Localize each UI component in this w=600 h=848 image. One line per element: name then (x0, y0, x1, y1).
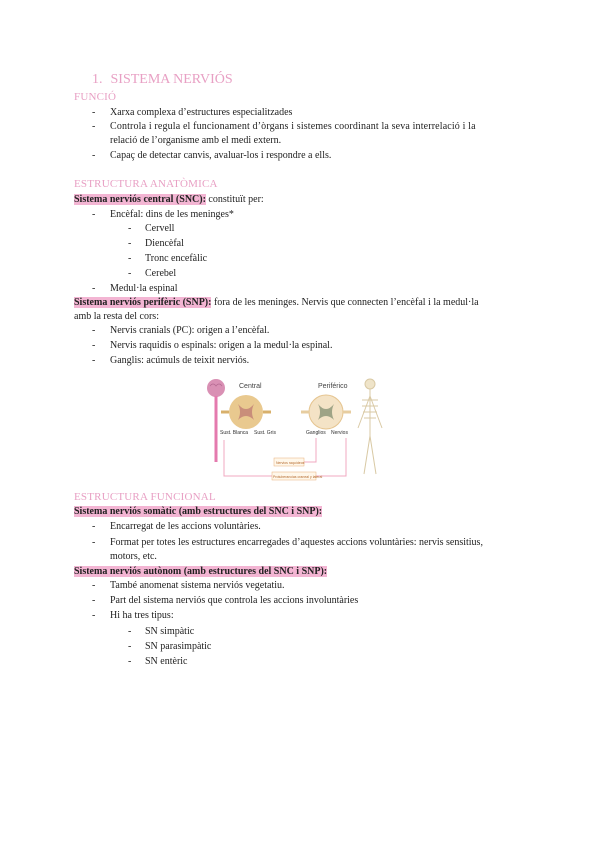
funcio-bullet-2-cont: relació de l’organisme amb el medi extern. (110, 135, 282, 146)
funcio-bullet-1: Xarxa complexa d’estructures especialitzades (110, 107, 293, 118)
somatic-item: Encarregat de les accions voluntàries. (110, 521, 261, 532)
nervous-system-illustration (206, 376, 386, 486)
figure-label-periferico: Periférico (318, 383, 348, 390)
heading-title: SISTEMA NERVIÓS (110, 72, 233, 87)
funcio-bullet-2: Controla i regula el funcionament d’òrgans i sistemes coordinant la seva interrelació i la (110, 121, 476, 132)
encefal-part: Cerebel (145, 268, 177, 279)
snc-label: Sistema nerviós central (SNC): (74, 194, 206, 205)
encefal-part: Cervell (145, 223, 175, 234)
somatic-item: Format per totes les estructures encarregades d’aquestes accions voluntàries: nervis sensitius, (110, 537, 483, 548)
figure-label-nervios-raquideos: Nervios raquídeos (276, 461, 305, 465)
snp-line-2: amb la resta del cors: (74, 311, 159, 322)
snp-rest: fora de les meninges. Nervis que connecten l’encèfal i la medul·la (211, 297, 479, 308)
funcio-bullet-3: Capaç de detectar canvis, avaluar-los i respondre a ells. (110, 150, 332, 161)
encefal-item: Encèfal: dins de les meninges* (110, 209, 234, 220)
main-heading (92, 72, 233, 88)
section-anatomica-title: ESTRUCTURA ANATÒMICA (74, 178, 218, 190)
section-funcio-title: FUNCIÓ (74, 91, 117, 103)
snc-rest: constituït per: (205, 194, 264, 205)
figure-label-ganglios: Ganglios (306, 430, 326, 436)
snp-item: Nervis raquidis o espinals: origen a la medul·la espinal. (110, 340, 333, 351)
snp-line (74, 296, 479, 309)
brain-icon (207, 379, 225, 462)
figure-connectors (224, 438, 346, 476)
figure-label-protuberancias: Protuberancias craneal y lateral (273, 475, 323, 479)
autonom-label: Sistema nerviós autònom (amb estructures del SNC i SNP): (74, 566, 328, 577)
section-funcional-title: ESTRUCTURA FUNCIONAL (74, 491, 216, 503)
autonom-type: SN entèric (145, 656, 188, 667)
figure-label-sust-blanca: Sust. Blanca (220, 430, 249, 436)
document-page: 1. SISTEMA NERVIÓS FUNCIÓ - Xarxa complexa d’estructures especialitzades - Controla i regula el funcionament d’òrgans i sistemes coordinant la seva interrelació i la relació de l’organisme amb el medi extern. - Capaç de detectar canvis, avaluar-los i respondre a ells. ESTRUCTURA ANATÒMICA Sistema nerviós central (SNC): constituït per: - Encèfal: dins de les meninges* - Cervell - Diencèfal - Tronc encefàlic - Cerebel - Medul·la espinal Sistema nerviós perifèric (SNP): fora de les meninges. Nervis que connecten l’encèfal i la medul·la amb la resta del cors: - Nervis cranials (PC): origen a l’encèfal. - Nervis raquidis o espinals: origen a la medul·la espinal. - Ganglis: acúmuls de teixit nerviós. Central Sust. Blanca Sust. Gris Periférico Ganglios Nervios Nervios raquídeos Protuberancias craneal y lateral ESTRUCTURA FUNCIONAL Sistema nerviós somàtic (amb estructures del SNC i SNP): - Encarregat de les accions voluntàries. - Format per totes les estructures encarregades d’aquestes accions voluntàries: nervis sensitius, motors, etc. Sistema nerviós autònom (amb estructures del SNC i SNP): - També anomenat sistema nerviós vegetatiu. - Part del sistema nerviós que controla les accions involuntàries - Hi ha tres tipus: - SN simpàtic - SN parasimpàtic - SN entèric (74, 72, 483, 667)
autonom-item: També anomenat sistema nerviós vegetatiu. (110, 580, 285, 591)
autonom-item: Hi ha tres tipus: (110, 610, 174, 621)
encefal-part: Diencèfal (145, 238, 184, 249)
autonom-item: Part del sistema nerviós que controla les accions involuntàries (110, 595, 359, 606)
heading-number: 1. (92, 72, 103, 87)
somatic-label: Sistema nerviós somàtic (amb estructures del SNC i SNP): (74, 506, 323, 517)
snc-line (74, 193, 264, 206)
autonom-type: SN simpàtic (145, 626, 195, 637)
snp-label: Sistema nerviós perifèric (SNP): (74, 297, 212, 308)
medul-item: Medul·la espinal (110, 283, 178, 294)
figure-label-nervios: Nervios (331, 430, 348, 436)
snp-item: Ganglis: acúmuls de teixit nerviós. (110, 355, 250, 366)
somatic-item-cont: motors, etc. (110, 551, 157, 562)
figure-label-sust-gris: Sust. Gris (254, 430, 276, 436)
spinal-cross-section-central (221, 395, 271, 429)
figure-label-central: Central (239, 383, 262, 390)
encefal-part: Tronc encefàlic (145, 253, 208, 264)
snp-item: Nervis cranials (PC): origen a l’encèfal. (110, 325, 270, 336)
autonom-type: SN parasimpàtic (145, 641, 212, 652)
nervous-system-figure (206, 376, 386, 486)
skeleton-icon (358, 379, 382, 474)
spinal-cross-section-peripheral (301, 395, 351, 429)
somatic-line (74, 505, 322, 518)
autonom-line (74, 565, 327, 578)
